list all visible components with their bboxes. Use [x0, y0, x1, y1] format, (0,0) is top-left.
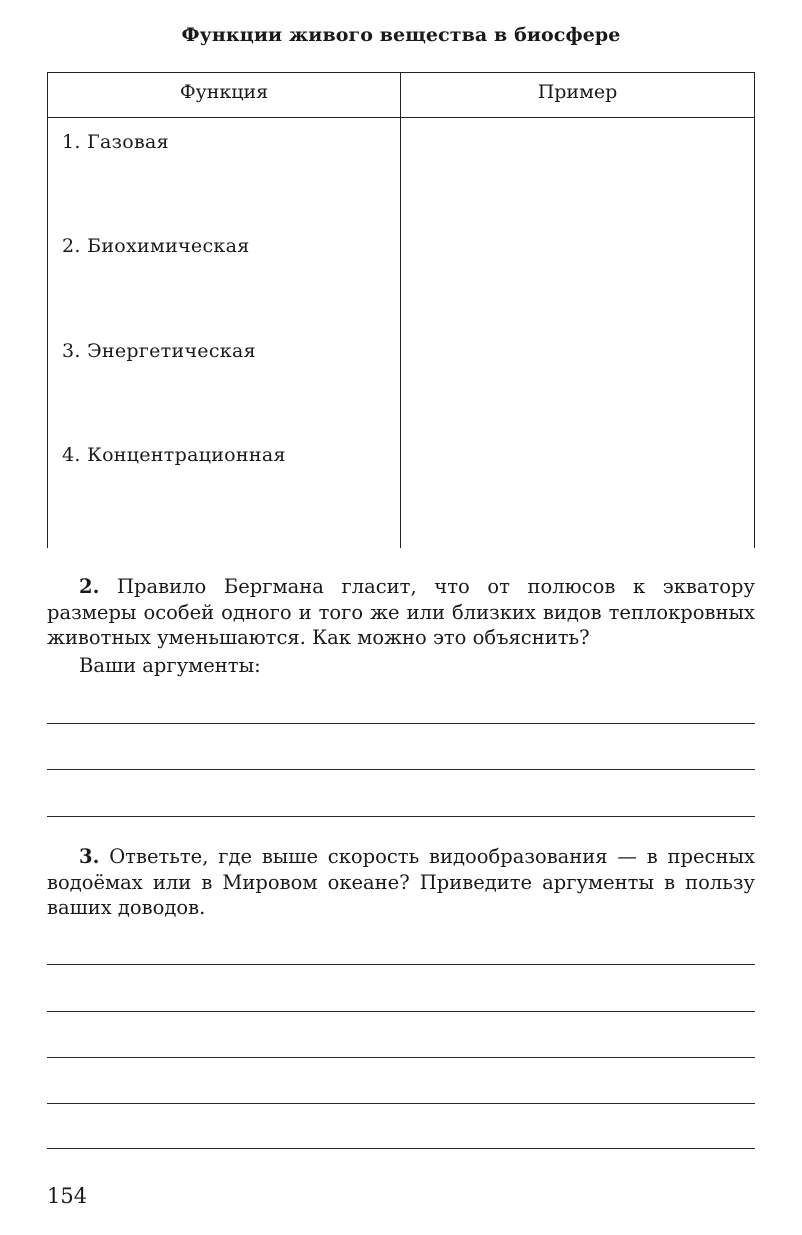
arguments-label: Ваши аргументы:: [79, 654, 261, 677]
answer-line[interactable]: [47, 1148, 755, 1149]
function-energetic: 3. Энергетическая: [62, 340, 256, 362]
answer-line[interactable]: [47, 1057, 755, 1058]
answer-line[interactable]: [47, 1011, 755, 1012]
page-number: 154: [47, 1184, 88, 1208]
table-header-divider: [48, 117, 754, 118]
header-function: Функция: [179, 81, 269, 103]
function-concentration: 4. Концентрационная: [62, 444, 286, 466]
task-3-number: 3.: [79, 845, 100, 868]
answer-line[interactable]: [47, 1103, 755, 1104]
answer-line[interactable]: [47, 723, 755, 724]
functions-table: [47, 72, 755, 548]
answer-line[interactable]: [47, 816, 755, 817]
header-example: Пример: [537, 81, 618, 103]
task-3: [47, 844, 755, 921]
task-3-text: Ответьте, где выше скорость видообразования — в пресных водоёмах или в Мировом океане? Приведите аргументы в пользу ваших доводов.: [47, 845, 755, 919]
answer-line[interactable]: [47, 964, 755, 965]
answer-line[interactable]: [47, 769, 755, 770]
table-column-divider: [400, 73, 401, 548]
function-biochemical: 2. Биохимическая: [62, 235, 250, 257]
task-2: [47, 574, 755, 651]
task-2-number: 2.: [79, 575, 100, 598]
function-gas: 1. Газовая: [62, 131, 169, 153]
task-2-text: Правило Бергмана гласит, что от полюсов к экватору размеры особей одного и того же или близких видов теплокровных животных уменьшаются. Как можно это объяснить?: [47, 575, 755, 649]
table-title: Функции живого вещества в биосфере: [181, 24, 621, 46]
